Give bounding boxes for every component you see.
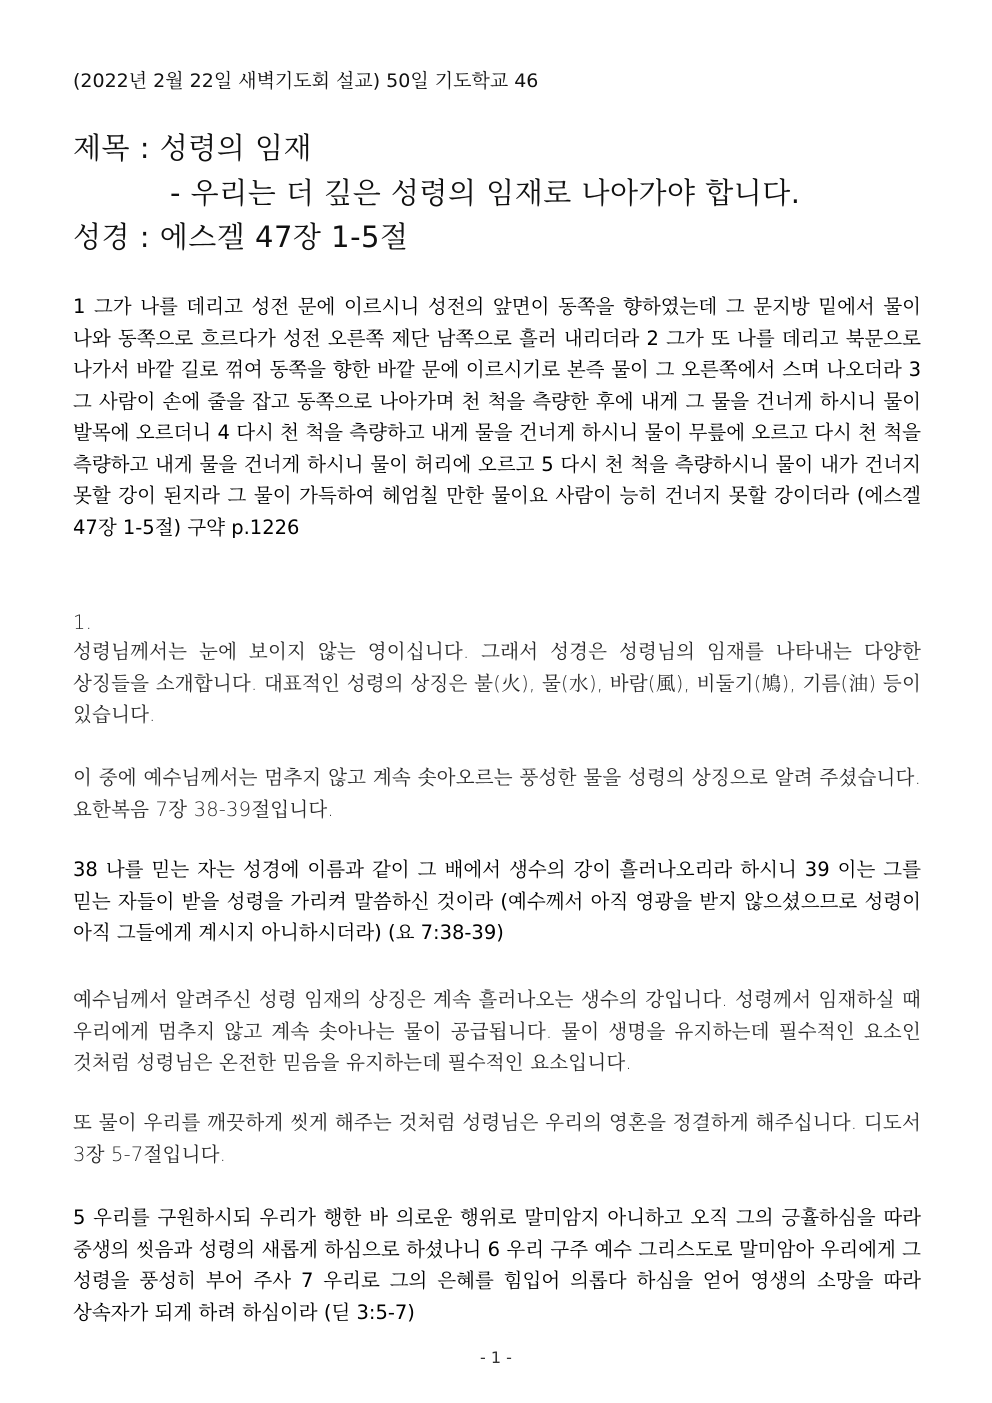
title-subtitle: - 우리는 더 깊은 성령의 임재로 나아가야 합니다. bbox=[170, 176, 801, 210]
body-paragraph-river: 예수님께서 알려주신 성령 임재의 상징은 계속 흘러나오는 생수의 강입니다. 성령께서 임재하실 때 우리에게 멈추지 않고 계속 솟아나는 물이 공급됩니다. 물이 생명을 유지하는데 필수적인 요소인 것처럼 성령님은 온전한 믿음을 유지하는데 필수적인 요소입니다. bbox=[73, 988, 921, 1074]
scripture-passage-john: 38 나를 믿는 자는 성경에 이름과 같이 그 배에서 생수의 강이 흘러나오리라 하시니 39 이는 그를 믿는 자들이 받을 성령을 가리켜 말씀하신 것이라 (예수께서 아직 영광을 받지 않으셨으므로 성령이 아직 그들에게 계시지 아니하시더라) (요 7:38-39) bbox=[73, 858, 921, 944]
body-paragraph-cleansing: 또 물이 우리를 깨끗하게 씻게 해주는 것처럼 성령님은 우리의 영혼을 정결하게 해주십니다. 디도서 3장 5-7절입니다. bbox=[73, 1111, 921, 1166]
scripture-passage-titus: 5 우리를 구원하시되 우리가 행한 바 의로운 행위로 말미암지 아니하고 오직 그의 긍휼하심을 따라 중생의 씻음과 성령의 새롭게 하심으로 하셨나니 6 우리 구주 예수 그리스도로 말미암아 우리에게 그 성령을 풍성히 부어 주사 7 우리로 그의 은혜를 힘입어 의롭다 하심을 얻어 영생의 소망을 따라 상속자가 되게 하려 하심이라 (딛 3:5-7) bbox=[73, 1206, 921, 1324]
title-subject: 제목 : 성령의 임재 bbox=[73, 131, 313, 165]
body-paragraph-living-water: 이 중에 예수님께서는 멈추지 않고 계속 솟아오르는 풍성한 물을 성령의 상징으로 알려 주셨습니다. 요한복음 7장 38-39절입니다. bbox=[73, 766, 921, 821]
scripture-passage-ezekiel: 1 그가 나를 데리고 성전 문에 이르시니 성전의 앞면이 동쪽을 향하였는데 그 문지방 밑에서 물이 나와 동쪽으로 흐르다가 성전 오른쪽 제단 남쪽으로 흘러 내리더라 2 그가 또 나를 데리고 북문으로 나가서 바깥 길로 꺾여 동쪽을 향한 바깥 문에 이르시기로 본즉 물이 그 오른쪽에서 스며 나오더라 3 그 사람이 손에 줄을 잡고 동쪽으로 나아가며 천 척을 측량한 후에 내게 그 물을 건너게 하시니 물이 발목에 오르더니 4 다시 천 척을 측량하고 내게 물을 건너게 하시니 물이 무릎에 오르고 다시 천 척을 측량하고 내게 물을 건너게 하시니 물이 허리에 오르고 5 다시 천 척을 측량하시니 물이 내가 건너지 못할 강이 된지라 그 물이 가득하여 헤엄칠 만한 물이요 사람이 능히 건너지 못할 강이더라 (에스겔 47장 1-5절) 구약 p.1226 bbox=[73, 295, 921, 539]
section-number: 1. bbox=[73, 611, 93, 634]
title-scripture-reference: 성경 : 에스겔 47장 1-5절 bbox=[73, 220, 409, 254]
body-paragraph-symbols: 성령님께서는 눈에 보이지 않는 영이십니다. 그래서 성경은 성령님의 임재를 나타내는 다양한 상징들을 소개합니다. 대표적인 성령의 상징은 불(火), 물(水), 바람(風), 비둘기(鳩), 기름(油) 등이 있습니다. bbox=[73, 640, 921, 726]
sermon-header: (2022년 2월 22일 새벽기도회 설교) 50일 기도학교 46 bbox=[73, 70, 539, 92]
page-number: - 1 - bbox=[480, 1348, 512, 1367]
